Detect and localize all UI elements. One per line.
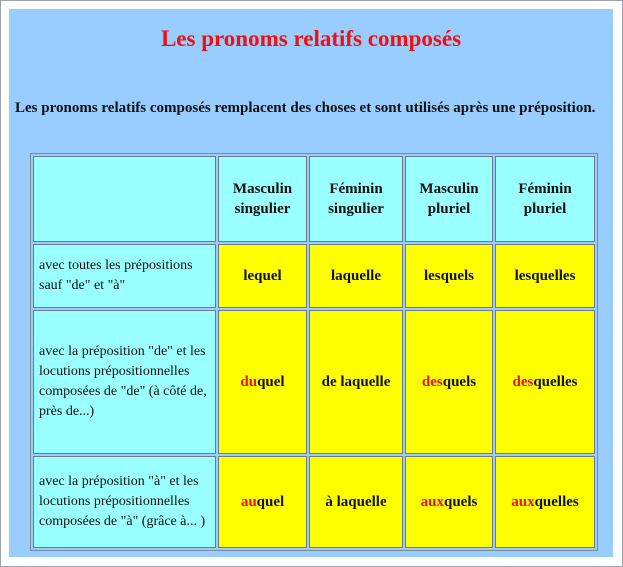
pronoun-cell: lesquels	[405, 244, 493, 308]
table-row	[33, 310, 595, 454]
row-label: avec la préposition "de" et les locutions prépositionnelles composées de "de" (à côté de, près de...)	[33, 310, 216, 454]
pronoun-cell: auxquelles	[495, 456, 595, 548]
pronoun-cell: desquelles	[495, 310, 595, 454]
header-masculin-pluriel: Masculin pluriel	[405, 156, 493, 242]
table-row	[33, 456, 595, 548]
pronoun-cell: laquelle	[309, 244, 403, 308]
pronoun-cell: lesquelles	[495, 244, 595, 308]
pronoun-cell: duquel	[218, 310, 307, 454]
intro-paragraph: Les pronoms relatifs composés remplacent des choses et sont utilisés après une préposition.	[15, 100, 596, 116]
row-label: avec toutes les prépositions sauf "de" et "à"	[33, 244, 216, 308]
pronoun-cell: lequel	[218, 244, 307, 308]
header-masculin-singulier: Masculin singulier	[218, 156, 307, 242]
pronoun-table	[30, 153, 598, 551]
table-row	[33, 244, 595, 308]
pronoun-cell: à laquelle	[309, 456, 403, 548]
pronoun-cell: de laquelle	[309, 310, 403, 454]
table-header-row	[33, 156, 595, 242]
content-panel	[9, 9, 613, 557]
pronoun-cell: auxquels	[405, 456, 493, 548]
header-feminin-pluriel: Féminin pluriel	[495, 156, 595, 242]
row-label: avec la préposition "à" et les locutions prépositionnelles composées de "à" (grâce à... )	[33, 456, 216, 548]
header-feminin-singulier: Féminin singulier	[309, 156, 403, 242]
page-title: Les pronoms relatifs composés	[160, 26, 462, 51]
header-empty-cell	[33, 156, 216, 242]
pronoun-cell: desquels	[405, 310, 493, 454]
pronoun-cell: auquel	[218, 456, 307, 548]
